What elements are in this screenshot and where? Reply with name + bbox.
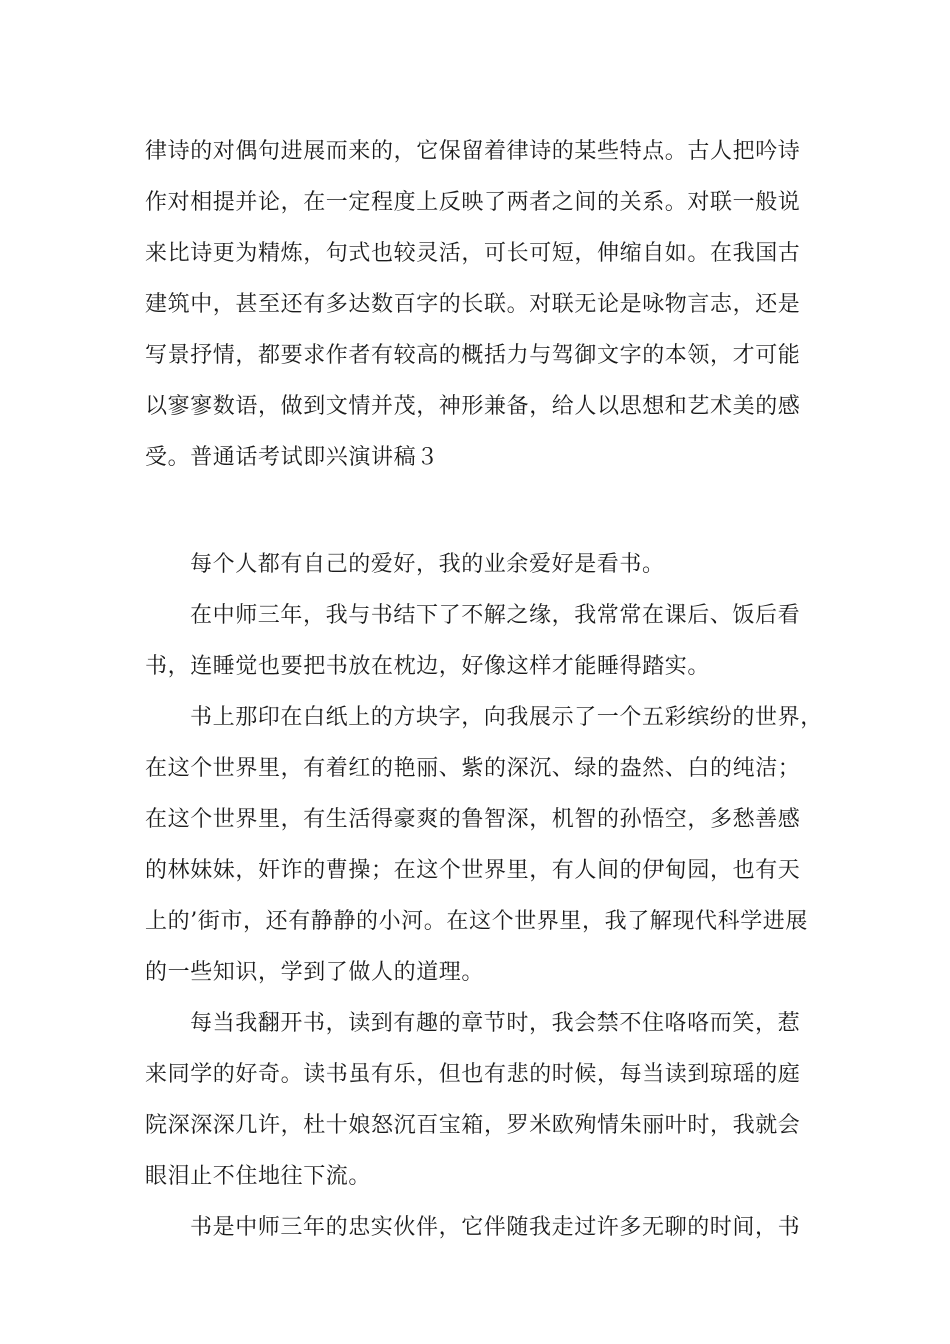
section-gap [145, 483, 825, 539]
text-line: 院深深深几许，杜十娘怒沉百宝箱，罗米欧殉情朱丽叶时，我就会 [145, 1113, 801, 1138]
text-line: 以寥寥数语，做到文情并茂，神形兼备，给人以思想和艺术美的感 [145, 394, 801, 419]
text-line: 作对相提并论，在一定程度上反映了两者之间的关系。对联一般说 [145, 190, 801, 215]
paragraph-3 [145, 692, 825, 998]
text-line: 每个人都有自己的爱好，我的业余爱好是看书。 [190, 552, 665, 577]
paragraph-4 [145, 998, 825, 1202]
text-line-with-heading: 受。普通话考试即兴演讲稿３ [145, 445, 439, 470]
text-line: 来同学的好奇。读书虽有乐，但也有悲的时候，每当读到琼瑶的庭 [145, 1062, 801, 1087]
paragraph-1 [145, 539, 825, 590]
text-line: 建筑中，甚至还有多达数百字的长联。对联无论是咏物言志，还是 [145, 292, 801, 317]
paragraph-5 [145, 1202, 825, 1253]
text-line: 写景抒情，都要求作者有较高的概括力与驾御文字的本领，才可能 [145, 343, 801, 368]
text-line: 律诗的对偶句进展而来的，它保留着律诗的某些特点。古人把吟诗 [145, 139, 801, 164]
document-page [145, 126, 825, 1253]
text-line: 在这个世界里，有生活得豪爽的鲁智深，机智的孙悟空，多愁善感 [145, 807, 801, 832]
text-line: 书是中师三年的忠实伙伴，它伴随我走过许多无聊的时间，书 [190, 1215, 801, 1240]
text-line: 每当我翻开书，读到有趣的章节时，我会禁不住咯咯而笑，惹 [190, 1011, 801, 1036]
text-line: 来比诗更为精炼，句式也较灵活，可长可短，伸缩自如。在我国古 [145, 241, 801, 266]
text-line: 书，连睡觉也要把书放在枕边，好像这样才能睡得踏实。 [145, 654, 711, 679]
text-line: 的林妹妹，奸诈的曹操；在这个世界里，有人间的伊甸园，也有天 [145, 858, 801, 883]
paragraph-continued [145, 126, 825, 483]
paragraph-2 [145, 590, 825, 692]
text-line: 在中师三年，我与书结下了不解之缘，我常常在课后、饭后看 [190, 603, 801, 628]
text-line: 书上那印在白纸上的方块字，向我展示了一个五彩缤纷的世界， [190, 705, 823, 730]
text-line: 上的’街市，还有静静的小河。在这个世界里，我了解现代科学进展 [145, 909, 808, 934]
text-line: 的一些知识，学到了做人的道理。 [145, 960, 485, 985]
text-line: 在这个世界里，有着红的艳丽、紫的深沉、绿的盎然、白的纯洁； [145, 756, 801, 781]
text-line: 眼泪止不住地往下流。 [145, 1164, 372, 1189]
